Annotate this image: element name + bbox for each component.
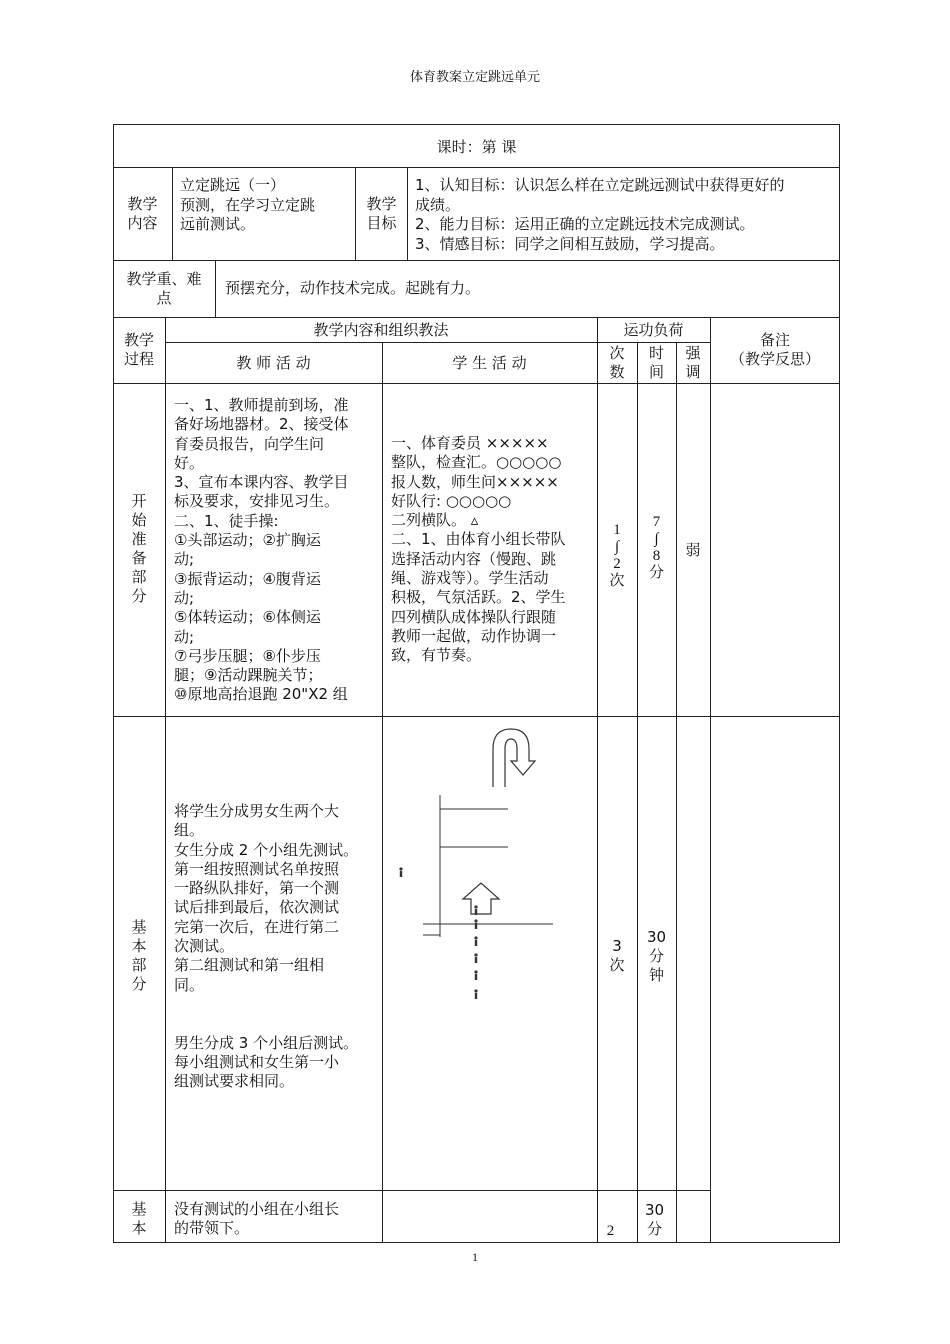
remarks-header: 备注 （教学反思） — [729, 331, 820, 368]
basic-time: 30 分 钟 — [646, 928, 667, 984]
goal-label: 教学 目标 — [366, 195, 397, 232]
basic-cont-teacher-activity: 没有测试的小组在小组长 的带领下。 — [174, 1200, 340, 1238]
student-activity-header: 学 生 活 动 — [452, 354, 527, 372]
basic-cont-time: 30 分 — [644, 1201, 665, 1238]
content-method-header: 教学内容和组织教法 — [313, 321, 449, 339]
teaching-goals: 1、认知目标：认识怎么样在立定跳远测试中获得更好的 成绩。 2、能力目标：运用正确的立定跳远技术完成测试。 3、情感目标：同学之间相互鼓励，学习提高。 — [415, 176, 785, 253]
basic-cont-count: 2 — [606, 1223, 615, 1239]
intensity-header: 强 调 — [685, 344, 701, 381]
basic-part-label: 基 本 部 分 — [131, 918, 147, 993]
prep-student-activity: 一、体育委员 ××××× 整队，检查汇。○○○○○ 报人数，师生问××××× 好队行: ○○○○○ 二列横队。 ▵ 二、1、由体育小组长带队 选择活动内容（慢跑、跳 绳、游戏等）。学生活动 积极，气氛活跃。2、学生 四列横队成体操队行跟随 教师一起做，动作协调一 致，有节奏。 — [391, 434, 566, 665]
basic-count: 3 次 — [609, 937, 625, 974]
basic-cont-part-label: 基 本 — [131, 1200, 147, 1237]
count-header: 次 数 — [609, 344, 625, 381]
process-header: 教学 过程 — [123, 331, 154, 368]
time-header: 时 间 — [648, 344, 664, 381]
load-header: 运功负荷 — [623, 321, 684, 339]
teacher-activity-header: 教 师 活 动 — [236, 354, 311, 372]
key-points-value: 预摆充分，动作技术完成。起跳有力。 — [225, 279, 481, 297]
content-label: 教学 内容 — [127, 195, 158, 232]
prep-intensity: 弱 — [685, 541, 701, 559]
basic-teacher-activity: 将学生分成男女生两个大 组。 女生分成 2 个小组先测试。 第一组按照测试名单按照 一路纵队排好，第一个测 试后排到最后，依次测试 完第一次后，在进行第二 次测试。 第二组测试和第一组相 同。 男生分成 3 个小组后测试。 每小组测试和女生第一小 组测试要求相同。 — [174, 802, 359, 1091]
lesson-number: 课时：第 课 — [436, 138, 517, 156]
prep-part-label: 开 始 准 备 部 分 — [131, 492, 147, 605]
content-value: 立定跳远（一） 预测，在学习立定跳 远前测试。 — [180, 176, 316, 233]
document-title: 体育教案立定跳远单元 — [409, 70, 540, 85]
prep-teacher-activity: 一、1、教师提前到场，准 备好场地器材。2、接受体 育委员报告，向学生问 好。 3、宣布本课内容、教学目 标及要求，安排见习生。 二、1、徒手操: ①头部运动；②扩胸运 动; ③振背运动；④腹背运 动; ⑤体转运动；⑥体侧运 动; ⑦弓步压腿；⑧仆步压 腿；⑨活动踝腕关节； ⑩原地高抬退跑 20"X2 组 — [174, 396, 349, 704]
prep-time: 7 ∫ 8 分 — [648, 514, 664, 581]
prep-count: 1 ∫ 2 次 — [609, 522, 625, 589]
page-number: 1 — [472, 1250, 478, 1264]
key-points-label: 教学重、难 点 — [126, 270, 202, 307]
test-formation-diagram — [383, 717, 597, 1017]
